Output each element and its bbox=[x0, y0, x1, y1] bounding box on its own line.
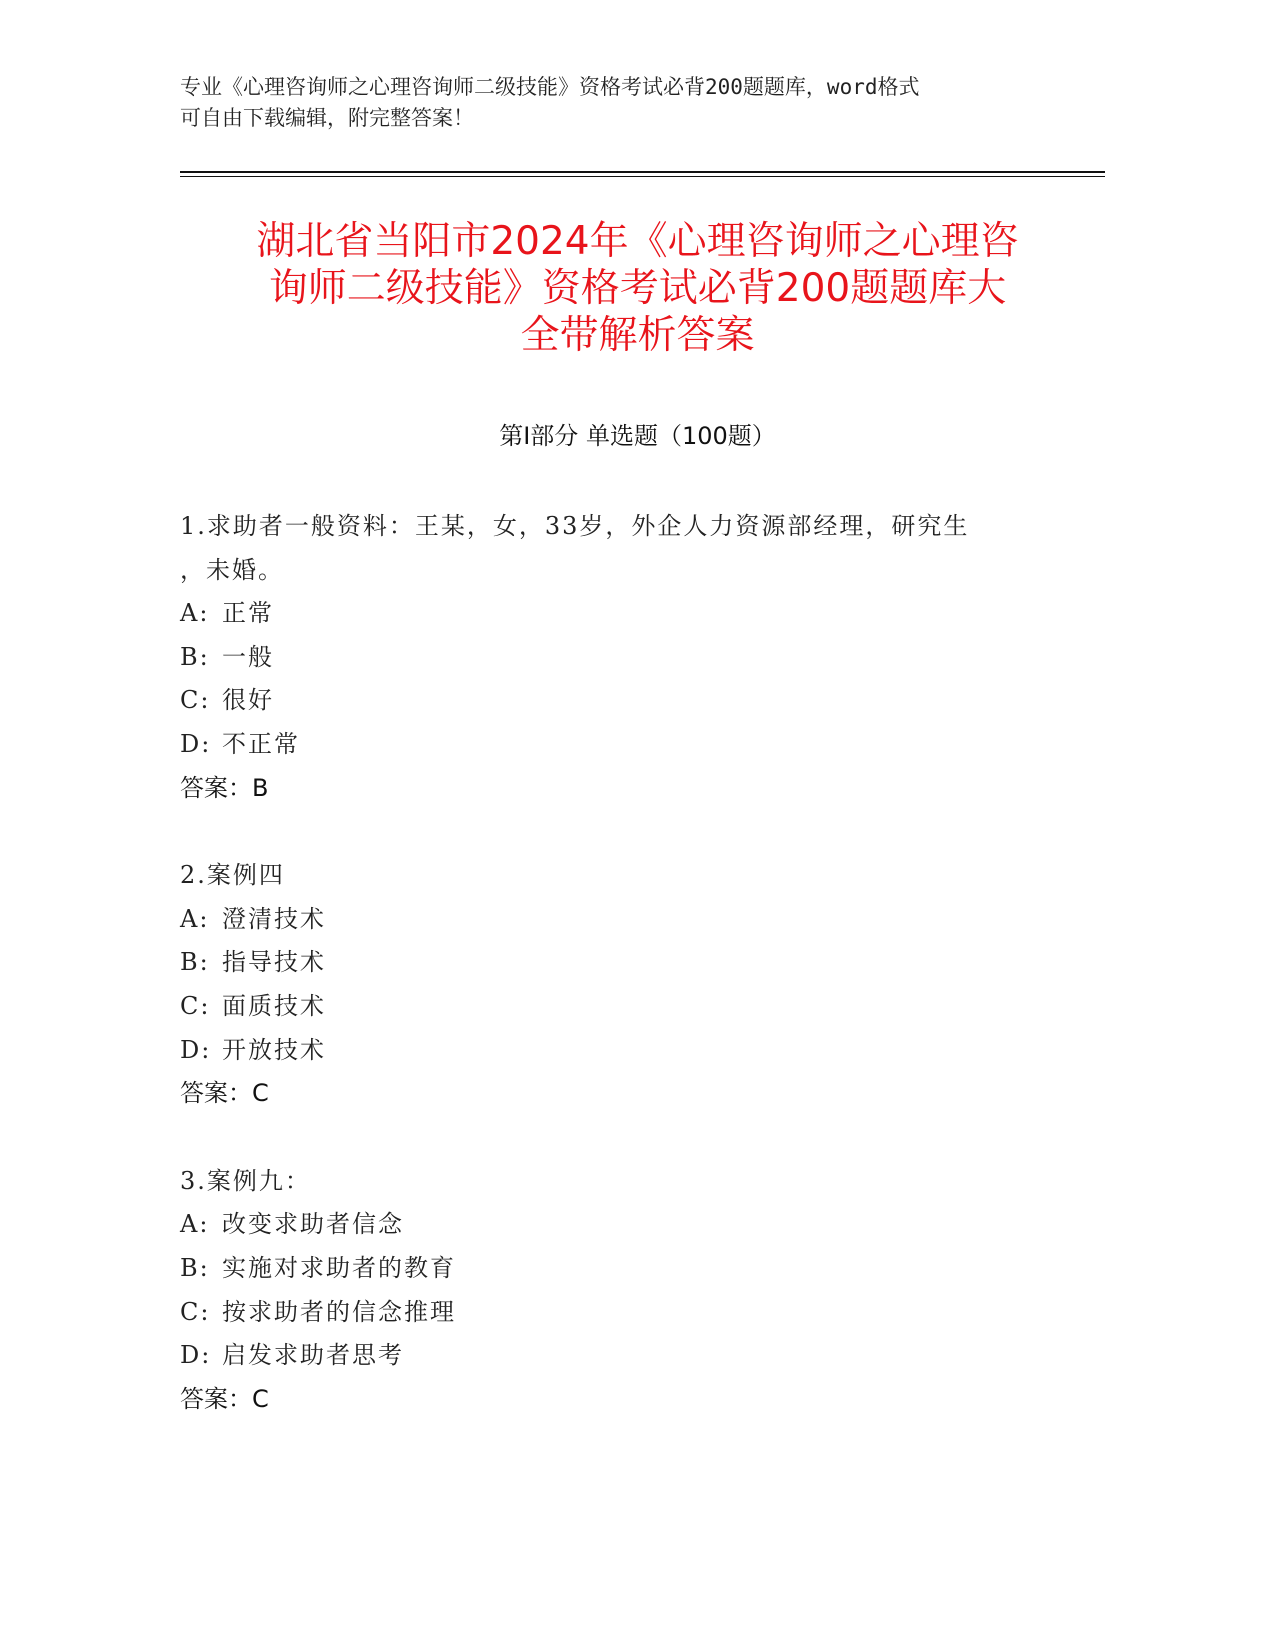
option-c bbox=[180, 1291, 1080, 1335]
option-letter: C: bbox=[180, 1297, 211, 1326]
option-letter: C: bbox=[180, 991, 211, 1020]
document-title-line-3: 全带解析答案 bbox=[520, 313, 755, 358]
option-text: 不正常 bbox=[222, 729, 300, 758]
option-c bbox=[180, 985, 1080, 1029]
option-text: 启发求助者思考 bbox=[222, 1341, 404, 1370]
option-text: 澄清技术 bbox=[222, 904, 326, 933]
document-title-line-2: 询师二级技能》资格考试必背200题题库大 bbox=[268, 266, 1007, 311]
question-1 bbox=[180, 505, 1080, 810]
option-d bbox=[180, 1029, 1080, 1073]
option-letter: D: bbox=[180, 1035, 212, 1064]
question-list bbox=[180, 505, 1080, 1465]
option-letter: A: bbox=[180, 599, 210, 628]
header-divider-thick bbox=[180, 171, 1105, 173]
question-2 bbox=[180, 854, 1080, 1116]
option-b bbox=[180, 636, 1080, 680]
option-letter: D: bbox=[180, 1341, 212, 1370]
option-letter: C: bbox=[180, 686, 211, 715]
option-text: 一般 bbox=[222, 642, 274, 671]
option-letter: B: bbox=[180, 1253, 210, 1282]
section-heading: 第Ⅰ部分 单选题（100题） bbox=[499, 422, 776, 450]
option-text: 实施对求助者的教育 bbox=[222, 1253, 456, 1282]
option-text: 改变求助者信念 bbox=[222, 1210, 404, 1239]
option-text: 很好 bbox=[222, 686, 274, 715]
document-title-line-1: 湖北省当阳市2024年《心理咨询师之心理咨 bbox=[256, 219, 1019, 264]
option-text: 指导技术 bbox=[222, 948, 326, 977]
document-title bbox=[150, 218, 1125, 359]
question-3 bbox=[180, 1160, 1080, 1422]
option-letter: B: bbox=[180, 948, 210, 977]
answer-line: 答案：B bbox=[180, 773, 269, 802]
header-note bbox=[180, 72, 1040, 134]
option-a bbox=[180, 898, 1080, 942]
header-divider-thin bbox=[180, 176, 1105, 177]
option-letter: A: bbox=[180, 1210, 210, 1239]
option-text: 开放技术 bbox=[222, 1035, 326, 1064]
question-stem: 2.案例四 bbox=[180, 861, 285, 890]
option-b bbox=[180, 941, 1080, 985]
option-letter: B: bbox=[180, 642, 210, 671]
option-d bbox=[180, 1334, 1080, 1378]
question-stem: 3.案例九： bbox=[180, 1166, 311, 1195]
option-b bbox=[180, 1247, 1080, 1291]
question-stem: ，未婚。 bbox=[180, 555, 284, 584]
option-c bbox=[180, 679, 1080, 723]
option-d bbox=[180, 723, 1080, 767]
answer-line: 答案：C bbox=[180, 1384, 269, 1413]
option-text: 按求助者的信念推理 bbox=[222, 1297, 456, 1326]
answer-line: 答案：C bbox=[180, 1079, 269, 1108]
question-stem: 1.求助者一般资料：王某，女，33岁，外企人力资源部经理，研究生 bbox=[180, 512, 970, 540]
option-a bbox=[180, 592, 1080, 636]
option-text: 面质技术 bbox=[222, 991, 326, 1020]
option-text: 正常 bbox=[222, 599, 274, 628]
option-letter: A: bbox=[180, 904, 210, 933]
header-note-line-1: 专业《心理咨询师之心理咨询师二级技能》资格考试必背200题题库，word格式 bbox=[180, 75, 920, 99]
option-a bbox=[180, 1203, 1080, 1247]
header-note-line-2: 可自由下载编辑，附完整答案！ bbox=[180, 106, 474, 130]
option-letter: D: bbox=[180, 729, 212, 758]
